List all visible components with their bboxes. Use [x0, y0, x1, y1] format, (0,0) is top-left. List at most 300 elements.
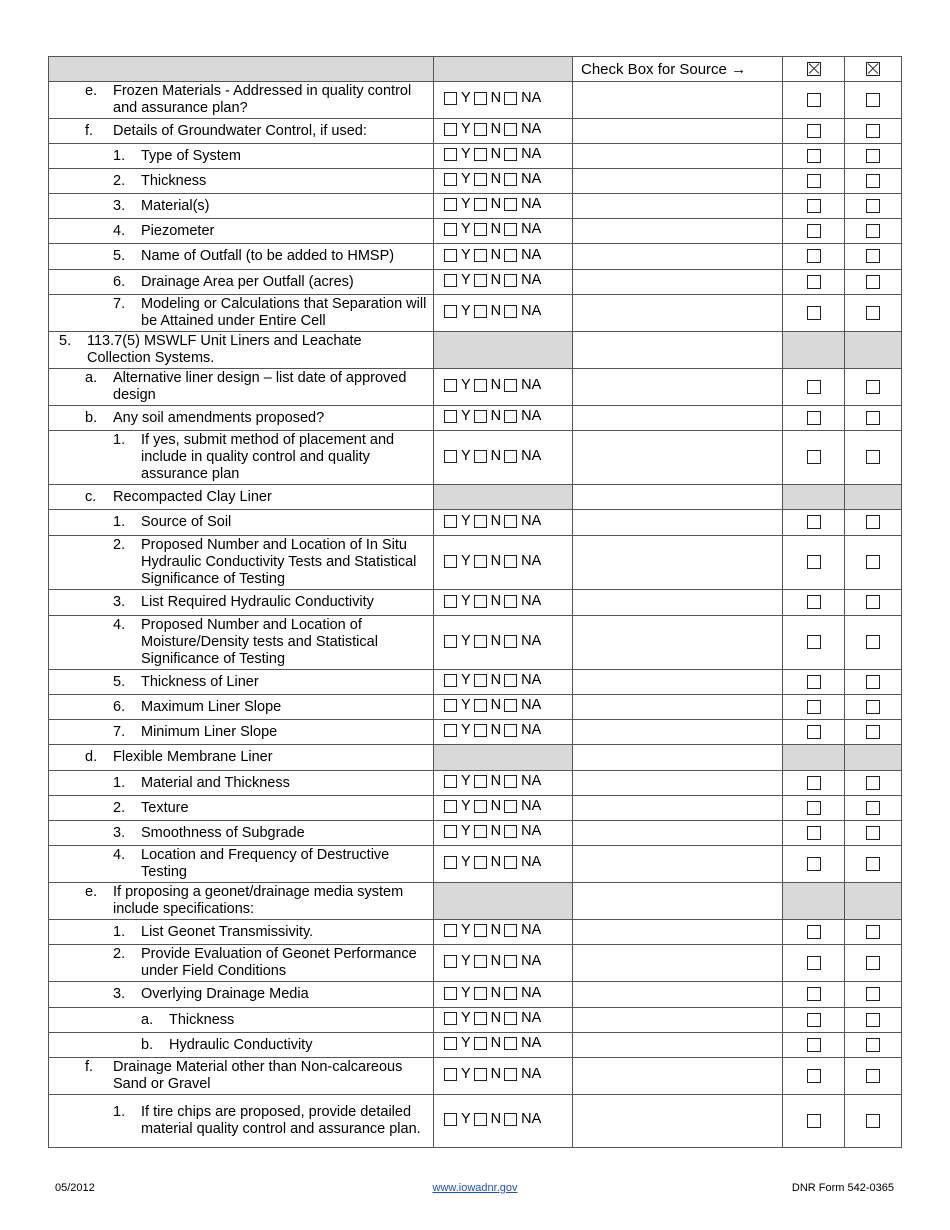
no-checkbox[interactable]	[474, 775, 487, 788]
no-checkbox[interactable]	[474, 595, 487, 608]
na-label: NA	[521, 697, 542, 713]
na-checkbox[interactable]	[504, 1037, 517, 1050]
na-option[interactable]	[504, 1035, 541, 1052]
notes-cell[interactable]	[573, 695, 783, 720]
na-option[interactable]	[504, 593, 541, 610]
yes-checkbox[interactable]	[444, 148, 457, 161]
yes-option[interactable]	[444, 90, 471, 107]
no-checkbox[interactable]	[474, 148, 487, 161]
na-option[interactable]	[504, 722, 541, 739]
yes-checkbox[interactable]	[444, 1012, 457, 1025]
notes-cell[interactable]	[573, 846, 783, 883]
source-check-cell-1	[783, 720, 845, 745]
no-option[interactable]	[474, 798, 501, 815]
source-checkbox-1[interactable]	[807, 1013, 821, 1027]
na-option[interactable]	[504, 1066, 541, 1083]
yes-option[interactable]	[444, 798, 471, 815]
na-option[interactable]	[504, 377, 541, 394]
yes-option[interactable]	[444, 377, 471, 394]
na-option[interactable]	[504, 448, 541, 465]
notes-cell[interactable]	[573, 883, 783, 920]
na-option[interactable]	[504, 272, 541, 289]
no-checkbox[interactable]	[474, 955, 487, 968]
yes-option[interactable]	[444, 953, 471, 970]
no-checkbox[interactable]	[474, 450, 487, 463]
source-checkbox-2[interactable]	[866, 857, 880, 871]
source-checkbox-2[interactable]	[866, 725, 880, 739]
source-checkbox-1[interactable]	[807, 555, 821, 569]
source-checkbox-1[interactable]	[807, 199, 821, 213]
source-checkbox-2[interactable]	[866, 1069, 880, 1083]
no-checkbox[interactable]	[474, 856, 487, 869]
source-check-cell-1	[783, 270, 845, 295]
source-checkbox-2[interactable]	[866, 555, 880, 569]
na-checkbox[interactable]	[504, 148, 517, 161]
na-option[interactable]	[504, 303, 541, 320]
source-checkbox-2[interactable]	[866, 174, 880, 188]
source-checkbox-1[interactable]	[807, 857, 821, 871]
no-checkbox[interactable]	[474, 1113, 487, 1126]
no-checkbox[interactable]	[474, 274, 487, 287]
source-checkbox-1[interactable]	[807, 411, 821, 425]
source-checkbox-2[interactable]	[866, 987, 880, 1001]
yes-checkbox[interactable]	[444, 1068, 457, 1081]
no-option[interactable]	[474, 985, 501, 1002]
na-option[interactable]	[504, 854, 541, 871]
item-label	[49, 799, 433, 818]
na-option[interactable]	[504, 953, 541, 970]
notes-cell[interactable]	[573, 796, 783, 821]
source-checkbox-2[interactable]	[866, 224, 880, 238]
no-checkbox[interactable]	[474, 1037, 487, 1050]
na-option[interactable]	[504, 633, 541, 650]
na-option[interactable]	[504, 773, 541, 790]
notes-cell[interactable]	[573, 119, 783, 144]
yes-checkbox[interactable]	[444, 305, 457, 318]
source-checkbox-2[interactable]	[866, 1013, 880, 1027]
na-checkbox[interactable]	[504, 305, 517, 318]
na-label: NA	[521, 854, 542, 870]
yes-option[interactable]	[444, 553, 471, 570]
source-checkbox-2[interactable]	[866, 635, 880, 649]
na-checkbox[interactable]	[504, 274, 517, 287]
source-checkbox-1[interactable]	[807, 1114, 821, 1128]
no-checkbox[interactable]	[474, 555, 487, 568]
yes-option[interactable]	[444, 633, 471, 650]
yes-option[interactable]	[444, 448, 471, 465]
notes-cell[interactable]	[573, 616, 783, 670]
source-checkbox-2[interactable]	[866, 675, 880, 689]
na-checkbox[interactable]	[504, 198, 517, 211]
source-checkbox-1[interactable]	[807, 515, 821, 529]
item-number: b.	[85, 409, 98, 426]
source-checkbox-2[interactable]	[866, 149, 880, 163]
no-option[interactable]	[474, 633, 501, 650]
yes-option[interactable]	[444, 722, 471, 739]
source-check-cell-2	[845, 244, 902, 270]
footer-link[interactable]: www.iowadnr.gov	[432, 1182, 518, 1194]
no-option[interactable]	[474, 722, 501, 739]
source-check-cell-1	[783, 119, 845, 144]
notes-cell[interactable]	[573, 332, 783, 369]
no-option[interactable]	[474, 221, 501, 238]
na-option[interactable]	[504, 171, 541, 188]
notes-cell[interactable]	[573, 485, 783, 510]
yes-option[interactable]	[444, 221, 471, 238]
na-option[interactable]	[504, 697, 541, 714]
yes-checkbox[interactable]	[444, 450, 457, 463]
no-option[interactable]	[474, 171, 501, 188]
source-checkbox-1[interactable]	[807, 826, 821, 840]
na-checkbox[interactable]	[504, 92, 517, 105]
source-checkbox-2[interactable]	[866, 249, 880, 263]
source-checkbox-2[interactable]	[866, 93, 880, 107]
na-checkbox[interactable]	[504, 955, 517, 968]
item-label	[49, 172, 433, 191]
yes-checkbox[interactable]	[444, 223, 457, 236]
yes-option[interactable]	[444, 196, 471, 213]
source-checkbox-2[interactable]	[866, 450, 880, 464]
yes-option[interactable]	[444, 303, 471, 320]
yes-option[interactable]	[444, 823, 471, 840]
no-checkbox[interactable]	[474, 1068, 487, 1081]
source-checkbox-1[interactable]	[807, 776, 821, 790]
na-checkbox[interactable]	[504, 595, 517, 608]
yes-checkbox[interactable]	[444, 515, 457, 528]
na-option[interactable]	[504, 553, 541, 570]
notes-cell[interactable]	[573, 406, 783, 431]
notes-cell[interactable]	[573, 1095, 783, 1148]
no-checkbox[interactable]	[474, 173, 487, 186]
yes-option[interactable]	[444, 408, 471, 425]
yes-checkbox[interactable]	[444, 555, 457, 568]
notes-cell[interactable]	[573, 169, 783, 194]
yes-checkbox[interactable]	[444, 249, 457, 262]
no-option[interactable]	[474, 553, 501, 570]
yes-no-na-group	[434, 377, 572, 397]
no-checkbox[interactable]	[474, 249, 487, 262]
na-checkbox[interactable]	[504, 699, 517, 712]
source-checkbox-1[interactable]	[807, 675, 821, 689]
no-checkbox[interactable]	[474, 223, 487, 236]
na-option[interactable]	[504, 121, 541, 138]
na-option[interactable]	[504, 985, 541, 1002]
no-option[interactable]	[474, 593, 501, 610]
na-checkbox[interactable]	[504, 825, 517, 838]
no-option[interactable]	[474, 697, 501, 714]
item-description-cell	[49, 82, 434, 119]
no-checkbox[interactable]	[474, 825, 487, 838]
na-checkbox[interactable]	[504, 1113, 517, 1126]
source-checkbox-1[interactable]	[807, 306, 821, 320]
na-checkbox[interactable]	[504, 987, 517, 1000]
na-checkbox[interactable]	[504, 410, 517, 423]
yes-checkbox[interactable]	[444, 775, 457, 788]
na-option[interactable]	[504, 196, 541, 213]
yes-no-na-group	[434, 146, 572, 166]
no-option[interactable]	[474, 1066, 501, 1083]
source-checkbox-1[interactable]	[807, 380, 821, 394]
no-option[interactable]	[474, 146, 501, 163]
source-checkbox-1-checked[interactable]	[807, 62, 821, 76]
source-checkbox-2-checked[interactable]	[866, 62, 880, 76]
yes-checkbox[interactable]	[444, 924, 457, 937]
notes-cell[interactable]	[573, 431, 783, 485]
notes-cell[interactable]	[573, 771, 783, 796]
no-option[interactable]	[474, 448, 501, 465]
na-label: NA	[521, 146, 542, 162]
source-checkbox-1[interactable]	[807, 149, 821, 163]
yes-option[interactable]	[444, 146, 471, 163]
no-checkbox[interactable]	[474, 924, 487, 937]
yes-option[interactable]	[444, 272, 471, 289]
source-checkbox-2[interactable]	[866, 515, 880, 529]
na-option[interactable]	[504, 247, 541, 264]
source-checkbox-1[interactable]	[807, 987, 821, 1001]
item-text: If proposing a geonet/drainage media system include specifications:	[113, 884, 404, 917]
source-checkbox-2[interactable]	[866, 199, 880, 213]
notes-cell[interactable]	[573, 510, 783, 536]
na-checkbox[interactable]	[504, 635, 517, 648]
source-checkbox-1[interactable]	[807, 1038, 821, 1052]
no-option[interactable]	[474, 247, 501, 264]
source-checkbox-1[interactable]	[807, 224, 821, 238]
yes-no-na-cell	[434, 194, 573, 219]
yes-option[interactable]	[444, 1111, 471, 1128]
na-option[interactable]	[504, 798, 541, 815]
notes-cell[interactable]	[573, 821, 783, 846]
source-checkbox-1[interactable]	[807, 1069, 821, 1083]
source-checkbox-1[interactable]	[807, 275, 821, 289]
no-checkbox[interactable]	[474, 92, 487, 105]
na-checkbox[interactable]	[504, 555, 517, 568]
notes-cell[interactable]	[573, 720, 783, 745]
na-checkbox[interactable]	[504, 800, 517, 813]
source-checkbox-1[interactable]	[807, 249, 821, 263]
yes-option[interactable]	[444, 697, 471, 714]
source-checkbox-2[interactable]	[866, 306, 880, 320]
source-checkbox-2[interactable]	[866, 776, 880, 790]
item-number: f.	[85, 1059, 94, 1075]
no-option[interactable]	[474, 303, 501, 320]
source-checkbox-2[interactable]	[866, 1114, 880, 1128]
yes-checkbox[interactable]	[444, 955, 457, 968]
na-checkbox[interactable]	[504, 123, 517, 136]
yes-option[interactable]	[444, 513, 471, 530]
notes-cell[interactable]	[573, 244, 783, 270]
no-option[interactable]	[474, 513, 501, 530]
na-checkbox[interactable]	[504, 775, 517, 788]
yes-checkbox[interactable]	[444, 674, 457, 687]
source-checkbox-2[interactable]	[866, 595, 880, 609]
na-checkbox[interactable]	[504, 450, 517, 463]
notes-cell[interactable]	[573, 295, 783, 332]
yes-checkbox[interactable]	[444, 800, 457, 813]
notes-cell[interactable]	[573, 219, 783, 244]
yes-checkbox[interactable]	[444, 595, 457, 608]
no-checkbox[interactable]	[474, 800, 487, 813]
no-option[interactable]	[474, 272, 501, 289]
na-checkbox[interactable]	[504, 249, 517, 262]
yes-no-na-cell	[434, 796, 573, 821]
source-checkbox-2[interactable]	[866, 925, 880, 939]
yes-option[interactable]	[444, 672, 471, 689]
na-checkbox[interactable]	[504, 379, 517, 392]
source-checkbox-1[interactable]	[807, 635, 821, 649]
na-option[interactable]	[504, 922, 541, 939]
source-checkbox-1[interactable]	[807, 93, 821, 107]
na-checkbox[interactable]	[504, 724, 517, 737]
yes-checkbox[interactable]	[444, 198, 457, 211]
yes-checkbox[interactable]	[444, 699, 457, 712]
no-checkbox[interactable]	[474, 123, 487, 136]
source-checkbox-2[interactable]	[866, 275, 880, 289]
yes-option[interactable]	[444, 985, 471, 1002]
no-checkbox[interactable]	[474, 305, 487, 318]
notes-cell[interactable]	[573, 920, 783, 945]
notes-cell[interactable]	[573, 194, 783, 219]
yes-option[interactable]	[444, 247, 471, 264]
yes-option[interactable]	[444, 593, 471, 610]
no-checkbox[interactable]	[474, 635, 487, 648]
notes-cell[interactable]	[573, 536, 783, 590]
source-checkbox-1[interactable]	[807, 925, 821, 939]
na-option[interactable]	[504, 221, 541, 238]
no-option[interactable]	[474, 408, 501, 425]
na-checkbox[interactable]	[504, 674, 517, 687]
notes-cell[interactable]	[573, 590, 783, 616]
no-option[interactable]	[474, 1010, 501, 1027]
yes-option[interactable]	[444, 1010, 471, 1027]
yes-no-na-group	[434, 953, 572, 973]
na-checkbox[interactable]	[504, 924, 517, 937]
na-option[interactable]	[504, 1111, 541, 1128]
yes-checkbox[interactable]	[444, 1037, 457, 1050]
notes-cell[interactable]	[573, 1008, 783, 1033]
yes-checkbox[interactable]	[444, 92, 457, 105]
na-checkbox[interactable]	[504, 223, 517, 236]
no-checkbox[interactable]	[474, 1012, 487, 1025]
no-option[interactable]	[474, 196, 501, 213]
na-option[interactable]	[504, 1010, 541, 1027]
yes-option[interactable]	[444, 854, 471, 871]
yes-checkbox[interactable]	[444, 123, 457, 136]
no-option[interactable]	[474, 1111, 501, 1128]
source-checkbox-1[interactable]	[807, 450, 821, 464]
na-option[interactable]	[504, 408, 541, 425]
yes-checkbox[interactable]	[444, 173, 457, 186]
no-option[interactable]	[474, 823, 501, 840]
no-option[interactable]	[474, 922, 501, 939]
source-checkbox-1[interactable]	[807, 595, 821, 609]
no-checkbox[interactable]	[474, 410, 487, 423]
source-checkbox-2[interactable]	[866, 124, 880, 138]
no-option[interactable]	[474, 953, 501, 970]
no-checkbox[interactable]	[474, 699, 487, 712]
notes-cell[interactable]	[573, 1033, 783, 1058]
yes-checkbox[interactable]	[444, 987, 457, 1000]
yes-checkbox[interactable]	[444, 410, 457, 423]
no-checkbox[interactable]	[474, 724, 487, 737]
source-checkbox-2[interactable]	[866, 826, 880, 840]
source-checkbox-2[interactable]	[866, 380, 880, 394]
na-option[interactable]	[504, 823, 541, 840]
notes-cell[interactable]	[573, 270, 783, 295]
no-option[interactable]	[474, 377, 501, 394]
notes-cell[interactable]	[573, 1058, 783, 1095]
na-checkbox[interactable]	[504, 515, 517, 528]
notes-cell[interactable]	[573, 670, 783, 695]
source-checkbox-2[interactable]	[866, 700, 880, 714]
na-option[interactable]	[504, 146, 541, 163]
source-checkbox-1[interactable]	[807, 956, 821, 970]
source-checkbox-2[interactable]	[866, 411, 880, 425]
source-check-cell-2	[845, 920, 902, 945]
yes-checkbox[interactable]	[444, 274, 457, 287]
yes-checkbox[interactable]	[444, 379, 457, 392]
na-option[interactable]	[504, 513, 541, 530]
no-option[interactable]	[474, 1035, 501, 1052]
no-checkbox[interactable]	[474, 674, 487, 687]
yes-checkbox[interactable]	[444, 1113, 457, 1126]
no-option[interactable]	[474, 672, 501, 689]
source-check-cell-2	[845, 796, 902, 821]
na-checkbox[interactable]	[504, 173, 517, 186]
notes-cell[interactable]	[573, 945, 783, 982]
no-checkbox[interactable]	[474, 379, 487, 392]
yes-option[interactable]	[444, 121, 471, 138]
yes-checkbox[interactable]	[444, 724, 457, 737]
source-checkbox-2[interactable]	[866, 801, 880, 815]
na-option[interactable]	[504, 672, 541, 689]
na-option[interactable]	[504, 90, 541, 107]
no-option[interactable]	[474, 121, 501, 138]
na-checkbox[interactable]	[504, 1012, 517, 1025]
yes-checkbox[interactable]	[444, 635, 457, 648]
no-checkbox[interactable]	[474, 515, 487, 528]
source-checkbox-1[interactable]	[807, 725, 821, 739]
yes-checkbox[interactable]	[444, 856, 457, 869]
no-checkbox[interactable]	[474, 198, 487, 211]
item-text: Provide Evaluation of Geonet Performance under Field Conditions	[141, 946, 417, 979]
notes-cell[interactable]	[573, 982, 783, 1008]
source-checkbox-2[interactable]	[866, 956, 880, 970]
source-check-cell-2	[845, 945, 902, 982]
source-checkbox-1[interactable]	[807, 124, 821, 138]
notes-cell[interactable]	[573, 745, 783, 771]
na-checkbox[interactable]	[504, 1068, 517, 1081]
source-checkbox-1[interactable]	[807, 700, 821, 714]
yes-option[interactable]	[444, 171, 471, 188]
source-checkbox-1[interactable]	[807, 174, 821, 188]
yes-checkbox[interactable]	[444, 825, 457, 838]
source-checkbox-1[interactable]	[807, 801, 821, 815]
no-option[interactable]	[474, 90, 501, 107]
notes-cell[interactable]	[573, 82, 783, 119]
yes-option[interactable]	[444, 922, 471, 939]
no-option[interactable]	[474, 773, 501, 790]
yes-option[interactable]	[444, 1066, 471, 1083]
no-option[interactable]	[474, 854, 501, 871]
na-checkbox[interactable]	[504, 856, 517, 869]
notes-cell[interactable]	[573, 144, 783, 169]
yes-option[interactable]	[444, 773, 471, 790]
notes-cell[interactable]	[573, 369, 783, 406]
yes-option[interactable]	[444, 1035, 471, 1052]
no-checkbox[interactable]	[474, 987, 487, 1000]
source-check-cell-1	[783, 695, 845, 720]
source-checkbox-2[interactable]	[866, 1038, 880, 1052]
